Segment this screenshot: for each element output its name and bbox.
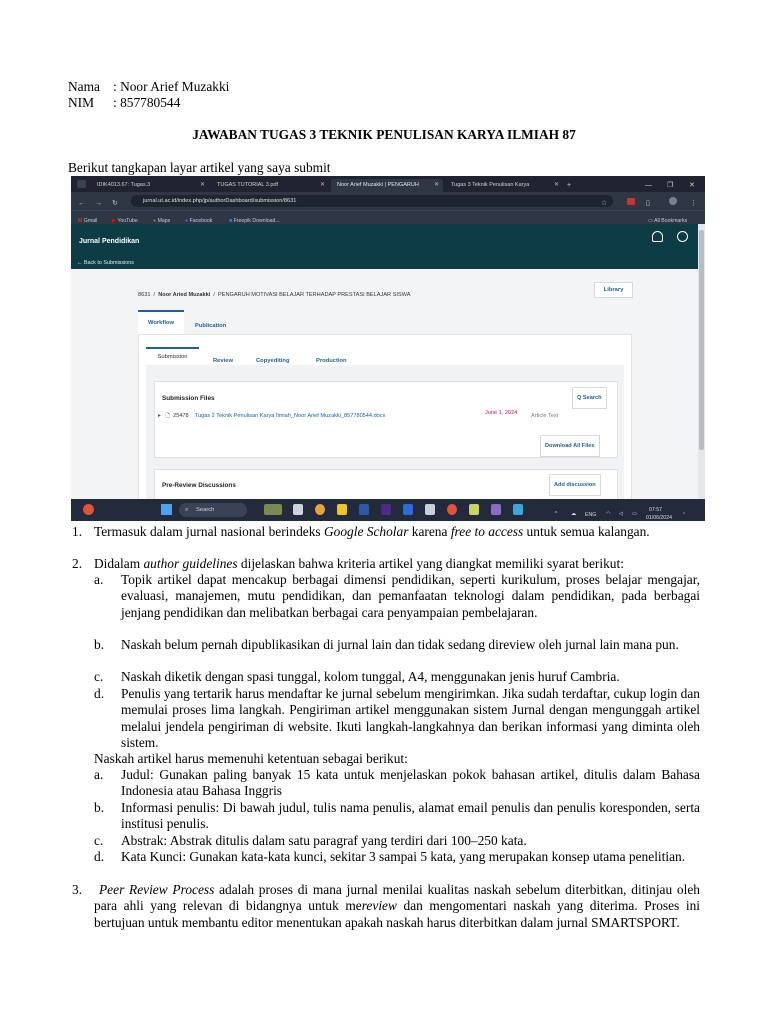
journal-title[interactable]: Jurnal Pendidikan <box>79 238 140 245</box>
search-files-button[interactable]: Q Search <box>572 387 607 409</box>
bookmark-facebook[interactable]: ● Facebook <box>185 218 213 224</box>
submission-stage-content <box>146 365 624 500</box>
clock-time[interactable]: 07:57 <box>649 507 662 513</box>
bookmark-gmail[interactable]: M Gmail <box>78 218 98 224</box>
discussions-heading: Pre-Review Discussions <box>162 482 236 489</box>
notification-icon[interactable]: ◔ <box>682 511 686 517</box>
nim-line <box>68 95 180 111</box>
widget-icon[interactable] <box>264 504 282 515</box>
item-1-number: 1. <box>72 524 83 539</box>
close-window-icon[interactable]: ✕ <box>689 182 695 189</box>
item-3-text: Peer Review Process adalah proses di mana jurnal menilai kualitas naskah sebelum diterbitkan, ditinjau oleh para ahli yang relevan di bidangnya untuk mereview dan mengomentari naskah yang diterima. Proses ini bertujuan untuk membantu editor menentukan apakah naskah harus diterbitkan dalam jurnal SMARTSPORT. <box>94 882 700 930</box>
req-a-number: a. <box>94 767 104 782</box>
close-icon[interactable]: ✕ <box>433 182 439 188</box>
item-3-number: 3. <box>72 882 83 897</box>
browser-tab-3[interactable]: Noor Arief Muzakki | PENGARUH ✕ <box>331 179 443 192</box>
youtube-icon: ▶ <box>112 218 116 224</box>
sidepanel-icon[interactable]: ▯ <box>646 200 650 207</box>
tab-publication[interactable]: Publication <box>195 323 227 329</box>
weather-icon[interactable] <box>83 504 94 515</box>
bookmark-freepik[interactable]: ■ Freepik Download... <box>229 218 280 224</box>
bookmarks-bar <box>71 210 705 224</box>
browser-tab-4[interactable]: Tugas 3 Teknik Penulisan Karya ✕ <box>445 179 563 192</box>
app-icon-2[interactable] <box>447 504 457 515</box>
tab-review[interactable]: Review <box>213 358 233 364</box>
new-tab-icon[interactable]: + <box>567 182 572 189</box>
taskbar-search[interactable]: ⌕ Search <box>179 503 247 517</box>
wifi-icon[interactable]: ◠ <box>606 511 611 517</box>
document-title: JAWABAN TUGAS 3 TEKNIK PENULISAN KARYA ILMIAH 87 <box>192 127 576 142</box>
item-2a-number: a. <box>94 572 104 587</box>
article-title: PENGARUH MOTIVASI BELAJAR TERHADAP PRESTASI BELAJAR SISWA <box>218 292 411 298</box>
name-label: Nama <box>68 79 100 94</box>
close-icon[interactable]: ✕ <box>553 182 559 188</box>
file-date: June 1, 2024 <box>485 410 518 416</box>
app-icon[interactable] <box>425 504 435 515</box>
maps-icon: ● <box>153 218 157 224</box>
url-field[interactable]: jurnal.ut.ac.id/index.php/jp/authorDashboard/submission/8631 <box>131 195 613 207</box>
item-2d-text: Penulis yang tertarik harus mendaftar ke jurnal sebelum mengirimkan. Jika sudah terdaftar, cukup login dan memulai proses lima langkah. Pengiriman artikel menggunakan sistem Jurnal dengan mengunggah artikel melalui jendela pengiriman di website. Ikuti langkah-langkahnya dan berikan informasi yang diminta oleh sistem. <box>121 686 700 750</box>
item-2c-number: c. <box>94 669 104 684</box>
item-2-text: Didalam author guidelines dijelaskan bahwa kriteria artikel yang diangkat memiliki syarat berikut: <box>94 556 624 571</box>
item-2d-number: d. <box>94 686 105 701</box>
item-2a-text: Topik artikel dapat mencakup berbagai dimensi pendidikan, seperti kurikulum, proses belajar mengajar, evaluasi, manajemen, mutu pendidikan, dan pemanfaatan teknologi dalam pendidikan, pada berbagai jenjang pendidikan dan melibatkan berbagai cara penyampaian pembelajaran. <box>121 572 700 620</box>
req-a-text: Judul: Gunakan paling banyak 15 kata untuk menjelaskan pokok bahasan artikel, ditulis dalam Bahasa Indonesia atau Bahasa Inggris <box>121 767 700 799</box>
req-c-text: Abstrak: Abstrak ditulis dalam satu paragraf yang terdiri dari 100–250 kata. <box>121 833 527 848</box>
library-button[interactable]: Library <box>594 282 633 298</box>
star-icon[interactable]: ☆ <box>601 200 608 207</box>
submission-files-heading: Submission Files <box>162 395 215 402</box>
item-2-number: 2. <box>72 556 83 571</box>
requirements-intro: Naskah artikel harus memenuhi ketentuan sebagai berikut: <box>94 751 408 766</box>
minimize-icon[interactable]: — <box>645 182 652 189</box>
item-2b-text: Naskah belum pernah dipublikasikan di jurnal lain dan tidak sedang direview oleh jurnal lain mana pun. <box>121 637 679 652</box>
back-arrow-icon[interactable]: ← <box>78 200 85 207</box>
download-all-files-button[interactable]: Download All Files <box>540 435 600 457</box>
name-value: : Noor Arief Muzakki <box>113 79 230 94</box>
item-2c-text: Naskah diketik dengan spasi tunggal, kolom tunggal, A4, menggunakan jenis huruf Cambria. <box>121 669 620 684</box>
submission-breadcrumb: 8631 / Noor Aried Muzakki / PENGARUH MOTIVASI BELAJAR TERHADAP PRESTASI BELAJAR SISWA <box>138 292 411 298</box>
forward-arrow-icon[interactable]: → <box>95 200 102 207</box>
clock-date[interactable]: 01/06/2024 <box>646 515 672 521</box>
bookmark-all[interactable]: ▭ All Bookmarks <box>648 218 688 224</box>
tray-cloud-icon[interactable]: ☁ <box>571 511 577 517</box>
tray-chevron-icon[interactable]: ^ <box>555 511 558 517</box>
photoshop-icon[interactable] <box>359 504 369 515</box>
add-discussion-button[interactable]: Add discussion <box>549 474 601 496</box>
windows-taskbar <box>71 499 705 521</box>
scrollbar-thumb[interactable] <box>699 230 704 450</box>
volume-icon[interactable]: ◁ <box>619 511 623 517</box>
browser-tab-bar <box>71 176 705 192</box>
reload-icon[interactable]: ↻ <box>112 200 118 207</box>
back-to-submissions-link[interactable]: ← Back to Submissions <box>77 260 134 266</box>
file-icon: 🗋 <box>165 413 170 419</box>
item-2b-number: b. <box>94 637 105 652</box>
submission-files-box <box>154 381 618 458</box>
file-explorer-icon[interactable] <box>337 504 347 515</box>
nim-value: : 857780544 <box>113 95 181 110</box>
app-icon-3[interactable] <box>469 504 479 515</box>
file-type: Article Text <box>531 413 559 419</box>
workflow-panel <box>138 334 632 501</box>
battery-icon[interactable]: ▭ <box>632 511 637 517</box>
profile-avatar[interactable] <box>669 197 677 205</box>
req-b-text: Informasi penulis: Di bawah judul, tulis nama penulis, alamat email penulis dan penulis koresponden, serta institusi penulis. <box>121 800 700 832</box>
tab-submission[interactable]: Submission <box>146 347 199 365</box>
extension-icon[interactable] <box>627 198 635 205</box>
expand-icon: ▸ <box>158 413 161 419</box>
facebook-icon: ● <box>185 218 189 224</box>
search-icon: ⌕ <box>185 507 189 513</box>
tab-copyediting[interactable]: Copyediting <box>256 358 290 364</box>
bookmark-youtube[interactable]: ▶ YouTube <box>112 218 138 224</box>
file-name: Tugas 2 Teknik Penulisan Karya Ilmiah_Noor Arief Muzakki_857780544.docx <box>194 413 386 419</box>
file-id: 25478 <box>173 413 189 419</box>
language-indicator[interactable]: ENG <box>585 512 597 518</box>
premiere-icon[interactable] <box>381 504 391 515</box>
intro-text: Berikut tangkapan layar artikel yang saya submit <box>68 160 331 175</box>
gmail-icon: M <box>78 218 83 224</box>
file-row[interactable] <box>158 408 385 424</box>
chrome-icon[interactable] <box>315 504 325 515</box>
tab-search-icon[interactable] <box>77 180 86 188</box>
bell-icon[interactable] <box>652 231 663 242</box>
app-icon-4[interactable] <box>491 504 501 515</box>
menu-icon[interactable]: ⋮ <box>690 200 697 207</box>
tab-workflow[interactable]: Workflow <box>138 310 184 334</box>
req-c-number: c. <box>94 833 104 848</box>
req-d-number: d. <box>94 849 105 864</box>
windows-start-icon[interactable] <box>161 504 172 515</box>
user-icon[interactable] <box>677 231 688 242</box>
task-view-icon[interactable] <box>293 504 303 515</box>
name-line <box>68 79 229 95</box>
page-scrollbar[interactable] <box>698 224 705 499</box>
req-d-text: Kata Kunci: Gunakan kata-kata kunci, sekitar 3 sampai 5 kata, yang merupakan konsep utama penelitian. <box>121 849 686 864</box>
tab-production[interactable]: Production <box>316 358 347 364</box>
close-icon[interactable]: ✕ <box>199 182 205 188</box>
freepik-icon: ■ <box>229 218 233 224</box>
maximize-icon[interactable]: ❐ <box>667 182 674 189</box>
browser-tab-2[interactable]: TUGAS TUTORIAL 3.pdf ✕ <box>211 179 329 192</box>
journal-header <box>71 224 698 269</box>
submission-screenshot <box>71 176 705 521</box>
address-bar-row <box>71 192 705 210</box>
close-icon[interactable]: ✕ <box>319 182 325 188</box>
req-b-number: b. <box>94 800 105 815</box>
word-icon[interactable] <box>403 504 413 515</box>
item-1-text: Termasuk dalam jurnal nasional berindeks Google Scholar karena free to access untuk semua kalangan. <box>94 524 650 539</box>
app-icon-5[interactable] <box>513 504 523 515</box>
bookmark-maps[interactable]: ● Maps <box>153 218 171 224</box>
folder-icon: ▭ <box>648 218 653 224</box>
author-name: Noor Aried Muzakki <box>158 292 211 298</box>
nim-label: NIM <box>68 95 95 110</box>
browser-tab-1[interactable]: IDIK4013.67: Tugas.3 ✕ <box>91 179 209 192</box>
